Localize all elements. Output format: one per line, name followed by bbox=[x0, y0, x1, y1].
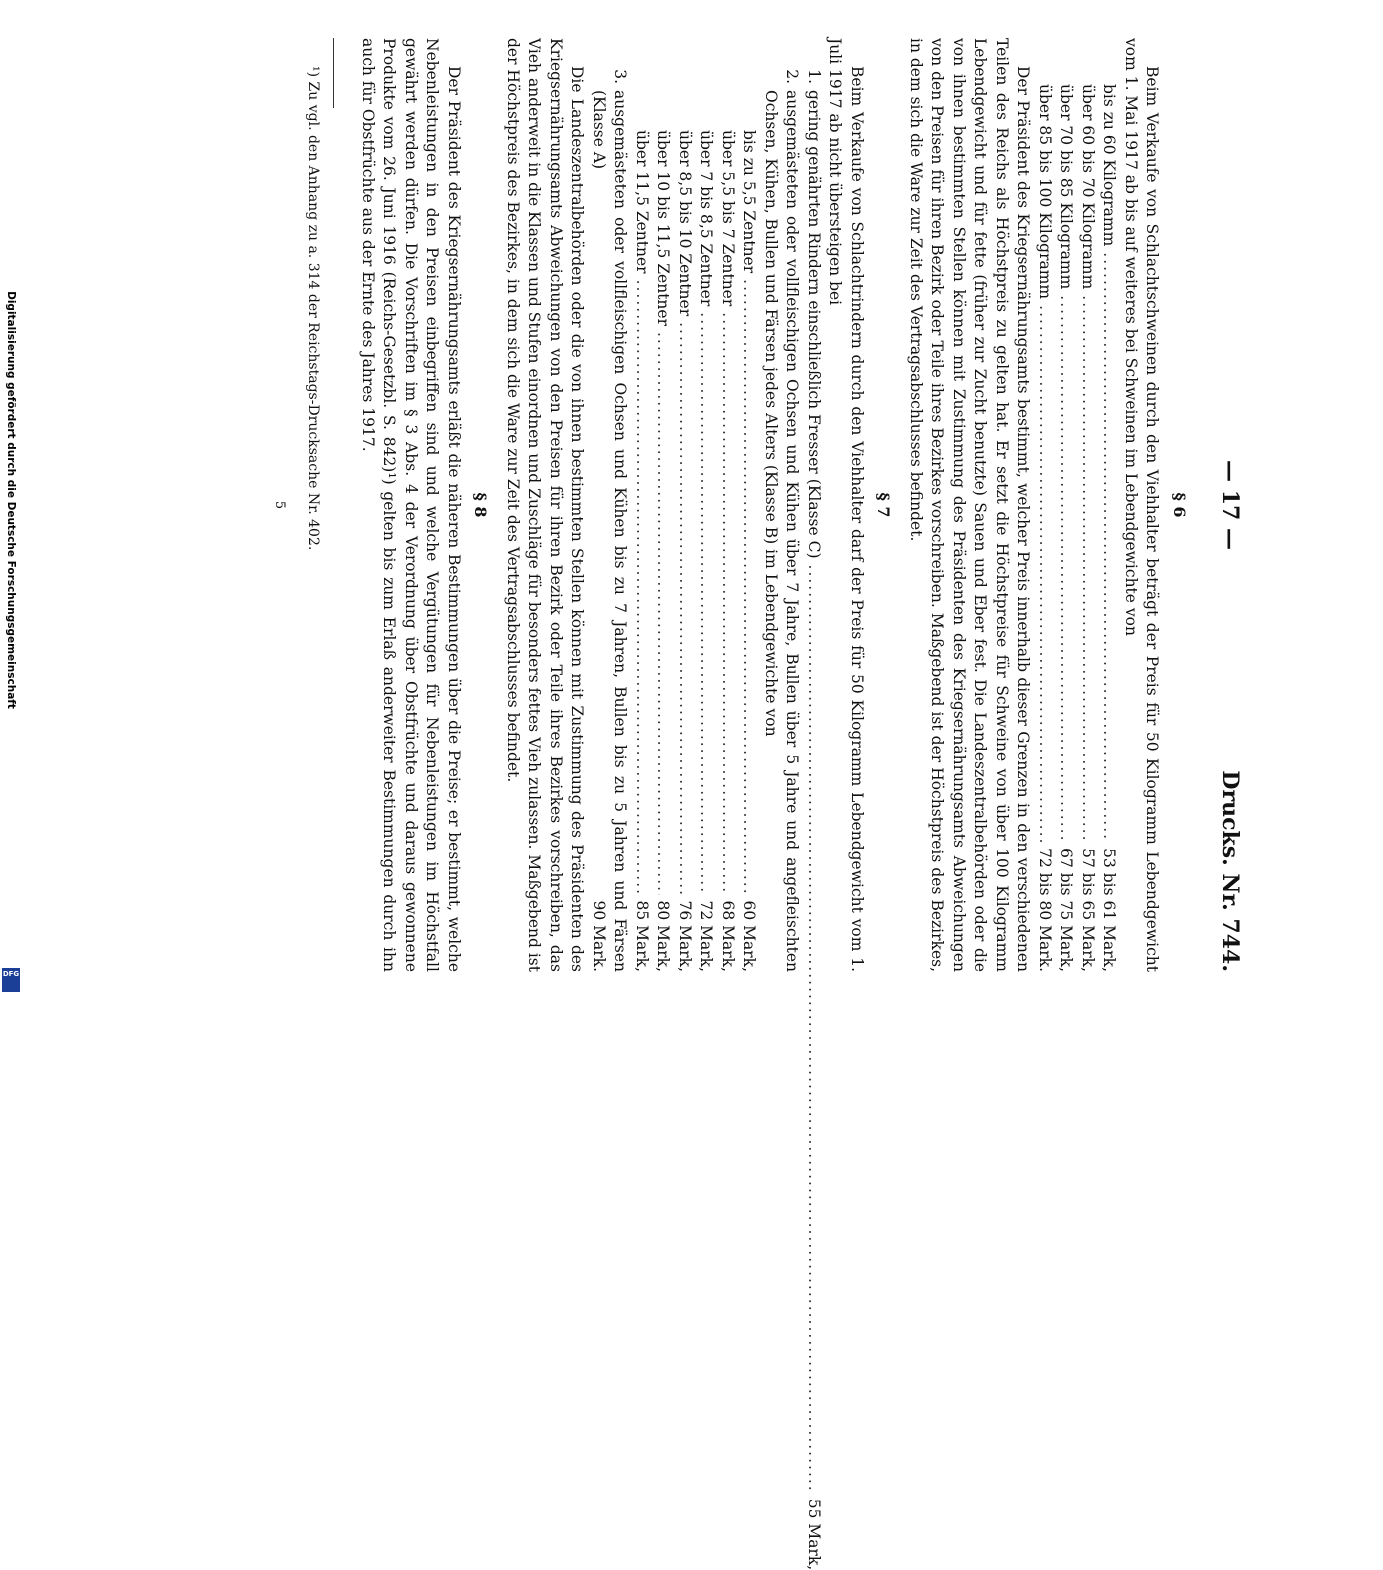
section-6-title: § 6 bbox=[1170, 492, 1189, 518]
section-7-item-2: 2. ausgemästeten oder vollfleischigen Ochsen und Kühen über 7 Jahre, Bullen über 5 Jahre und angefleischten Ochsen, Kühen, Bullen und Färsen jedes Alters (Klasse B) im Lebendgewichte von bbox=[762, 69, 802, 972]
section-8-paragraph: Der Präsident des Kriegsernährungsamts erläßt die näheren Bestimmungen über die Preise; er bestimmt, welche Nebenleistungen in den Preisen einbegriffen sind und welche Vergütungen für Nebenleistungen im Höchstfall gewährt werden dürfen. Die Vorschriften im § 3 Abs. 4 der Verordnung über Obstfrüchte und daraus gewonnene Produkte vom 26. Juni 1916 (Reichs-Gesetzbl. S. 842)¹) gelten bis zum Erlaß anderweiter Bestimmungen durch ihn auch für Obstfrüchte aus der Ernte des Jahres 1917. bbox=[359, 38, 463, 972]
section-6-price-list bbox=[1034, 38, 1120, 972]
section-7-price-list bbox=[631, 38, 760, 972]
section-7-item-1: 1. gering genährten Rindern einschließlich Fresser (Klasse C) ..... 55 Mark, bbox=[803, 38, 825, 972]
dfg-logo-icon: DFG bbox=[2, 968, 20, 992]
section-7-title: § 7 bbox=[874, 492, 894, 518]
price-row: über 5,5 bis 7 Zentner ..... 68 Mark, bbox=[717, 130, 739, 972]
document-label: Drucks. Nr. 744. bbox=[1217, 770, 1243, 972]
section-6-paragraph: Der Präsident des Kriegsernährungsamts bestimmt, welcher Preis innerhalb dieser Grenzen in den verschiedenen Teilen des Reichs als Höchstpreis zu gelten hat. Er setzt die Höchstpreise für Schweine von über 100 Kilogramm Lebendgewicht und für fette (früher zur Zucht benutzte) Sauen und Eber fest. Die Landeszentralbehörden oder die von ihnen bestimmten Stellen können mit Zustimmung des Präsidenten des Kriegsernährungsamts Abweichungen von den Preisen für ihren Bezirk oder Teile ihres Bezirkes vorschreiben. Maßgebend ist der Höchstpreis des Bezirkes, in dem sich die Ware zur Zeit des Vertragsabschlusses befindet. bbox=[907, 38, 1033, 972]
page-number: — 17 — bbox=[1217, 460, 1243, 550]
document-page bbox=[110, 0, 1270, 1570]
price-row: bis zu 60 Kilogramm ..... 53 bis 61 Mark, bbox=[1098, 84, 1120, 972]
section-7-intro: Beim Verkaufe von Schlachtrindern durch den Viehhalter darf der Preis für 50 Kilogramm Lebendgewicht vom 1. Juli 1917 ab nicht übersteigen bei bbox=[826, 38, 866, 972]
section-6-intro: Beim Verkaufe von Schlachtschweinen durch den Viehhalter beträgt der Preis für 50 Kilogramm Lebendgewicht vom 1. Mai 1917 ab bis auf weiteres bei Schweinen im Lebendgewichte von bbox=[1122, 38, 1162, 972]
price-row: bis zu 5,5 Zentner ..... 60 Mark, bbox=[738, 130, 760, 972]
price-row: über 60 bis 70 Kilogramm ..... 57 bis 65 Mark, bbox=[1077, 84, 1099, 972]
footnote: ¹) Zu vgl. den Anhang zu a. 314 der Reichstags-Drucksache Nr. 402. bbox=[305, 66, 322, 551]
price-row: über 10 bis 11,5 Zentner ..... 80 Mark, bbox=[652, 130, 674, 972]
digitization-credit: Digitalisierung gefördert durch die Deutsche Forschungsgemeinschaft bbox=[5, 291, 17, 709]
section-7-paragraph: Die Landeszentralbehörden oder die von ihnen bestimmten Stellen können mit Zustimmung des Präsidenten des Kriegsernährungsamts Abweichungen von den Preisen für ihren Bezirk oder Teile ihres Bezirkes vorschreiben, das Vieh anderweit in die Klassen und Stufen einordnen und Zuschläge für besonders fettes Vieh zulassen. Maßgebend ist der Höchstpreis des Bezirkes, in dem sich die Ware zur Zeit des Vertragsabschlusses befindet. bbox=[504, 38, 587, 972]
digitization-stripe bbox=[0, 0, 22, 1000]
page-header bbox=[1200, 38, 1244, 972]
section-7-item-3: 3. ausgemästeten oder vollfleischigen Ochsen und Kühen bis zu 7 Jahren, Bullen bis zu 5 Jahren und Färsen (Klasse A) 90 Mark. bbox=[590, 69, 630, 972]
section-8-title: § 8 bbox=[471, 492, 491, 518]
price-row: über 70 bis 85 Kilogramm ..... 67 bis 75 Mark, bbox=[1055, 84, 1077, 972]
footnote-divider bbox=[334, 38, 335, 108]
price-row: über 8,5 bis 10 Zentner ..... 76 Mark, bbox=[674, 130, 696, 972]
price-row: über 7 bis 8,5 Zentner ..... 72 Mark, bbox=[695, 130, 717, 972]
price-row: über 85 bis 100 Kilogramm ..... 72 bis 80 Mark. bbox=[1034, 84, 1056, 972]
price-row: über 11,5 Zentner ..... 85 Mark, bbox=[631, 130, 653, 972]
signature-mark: 5 bbox=[272, 500, 287, 510]
